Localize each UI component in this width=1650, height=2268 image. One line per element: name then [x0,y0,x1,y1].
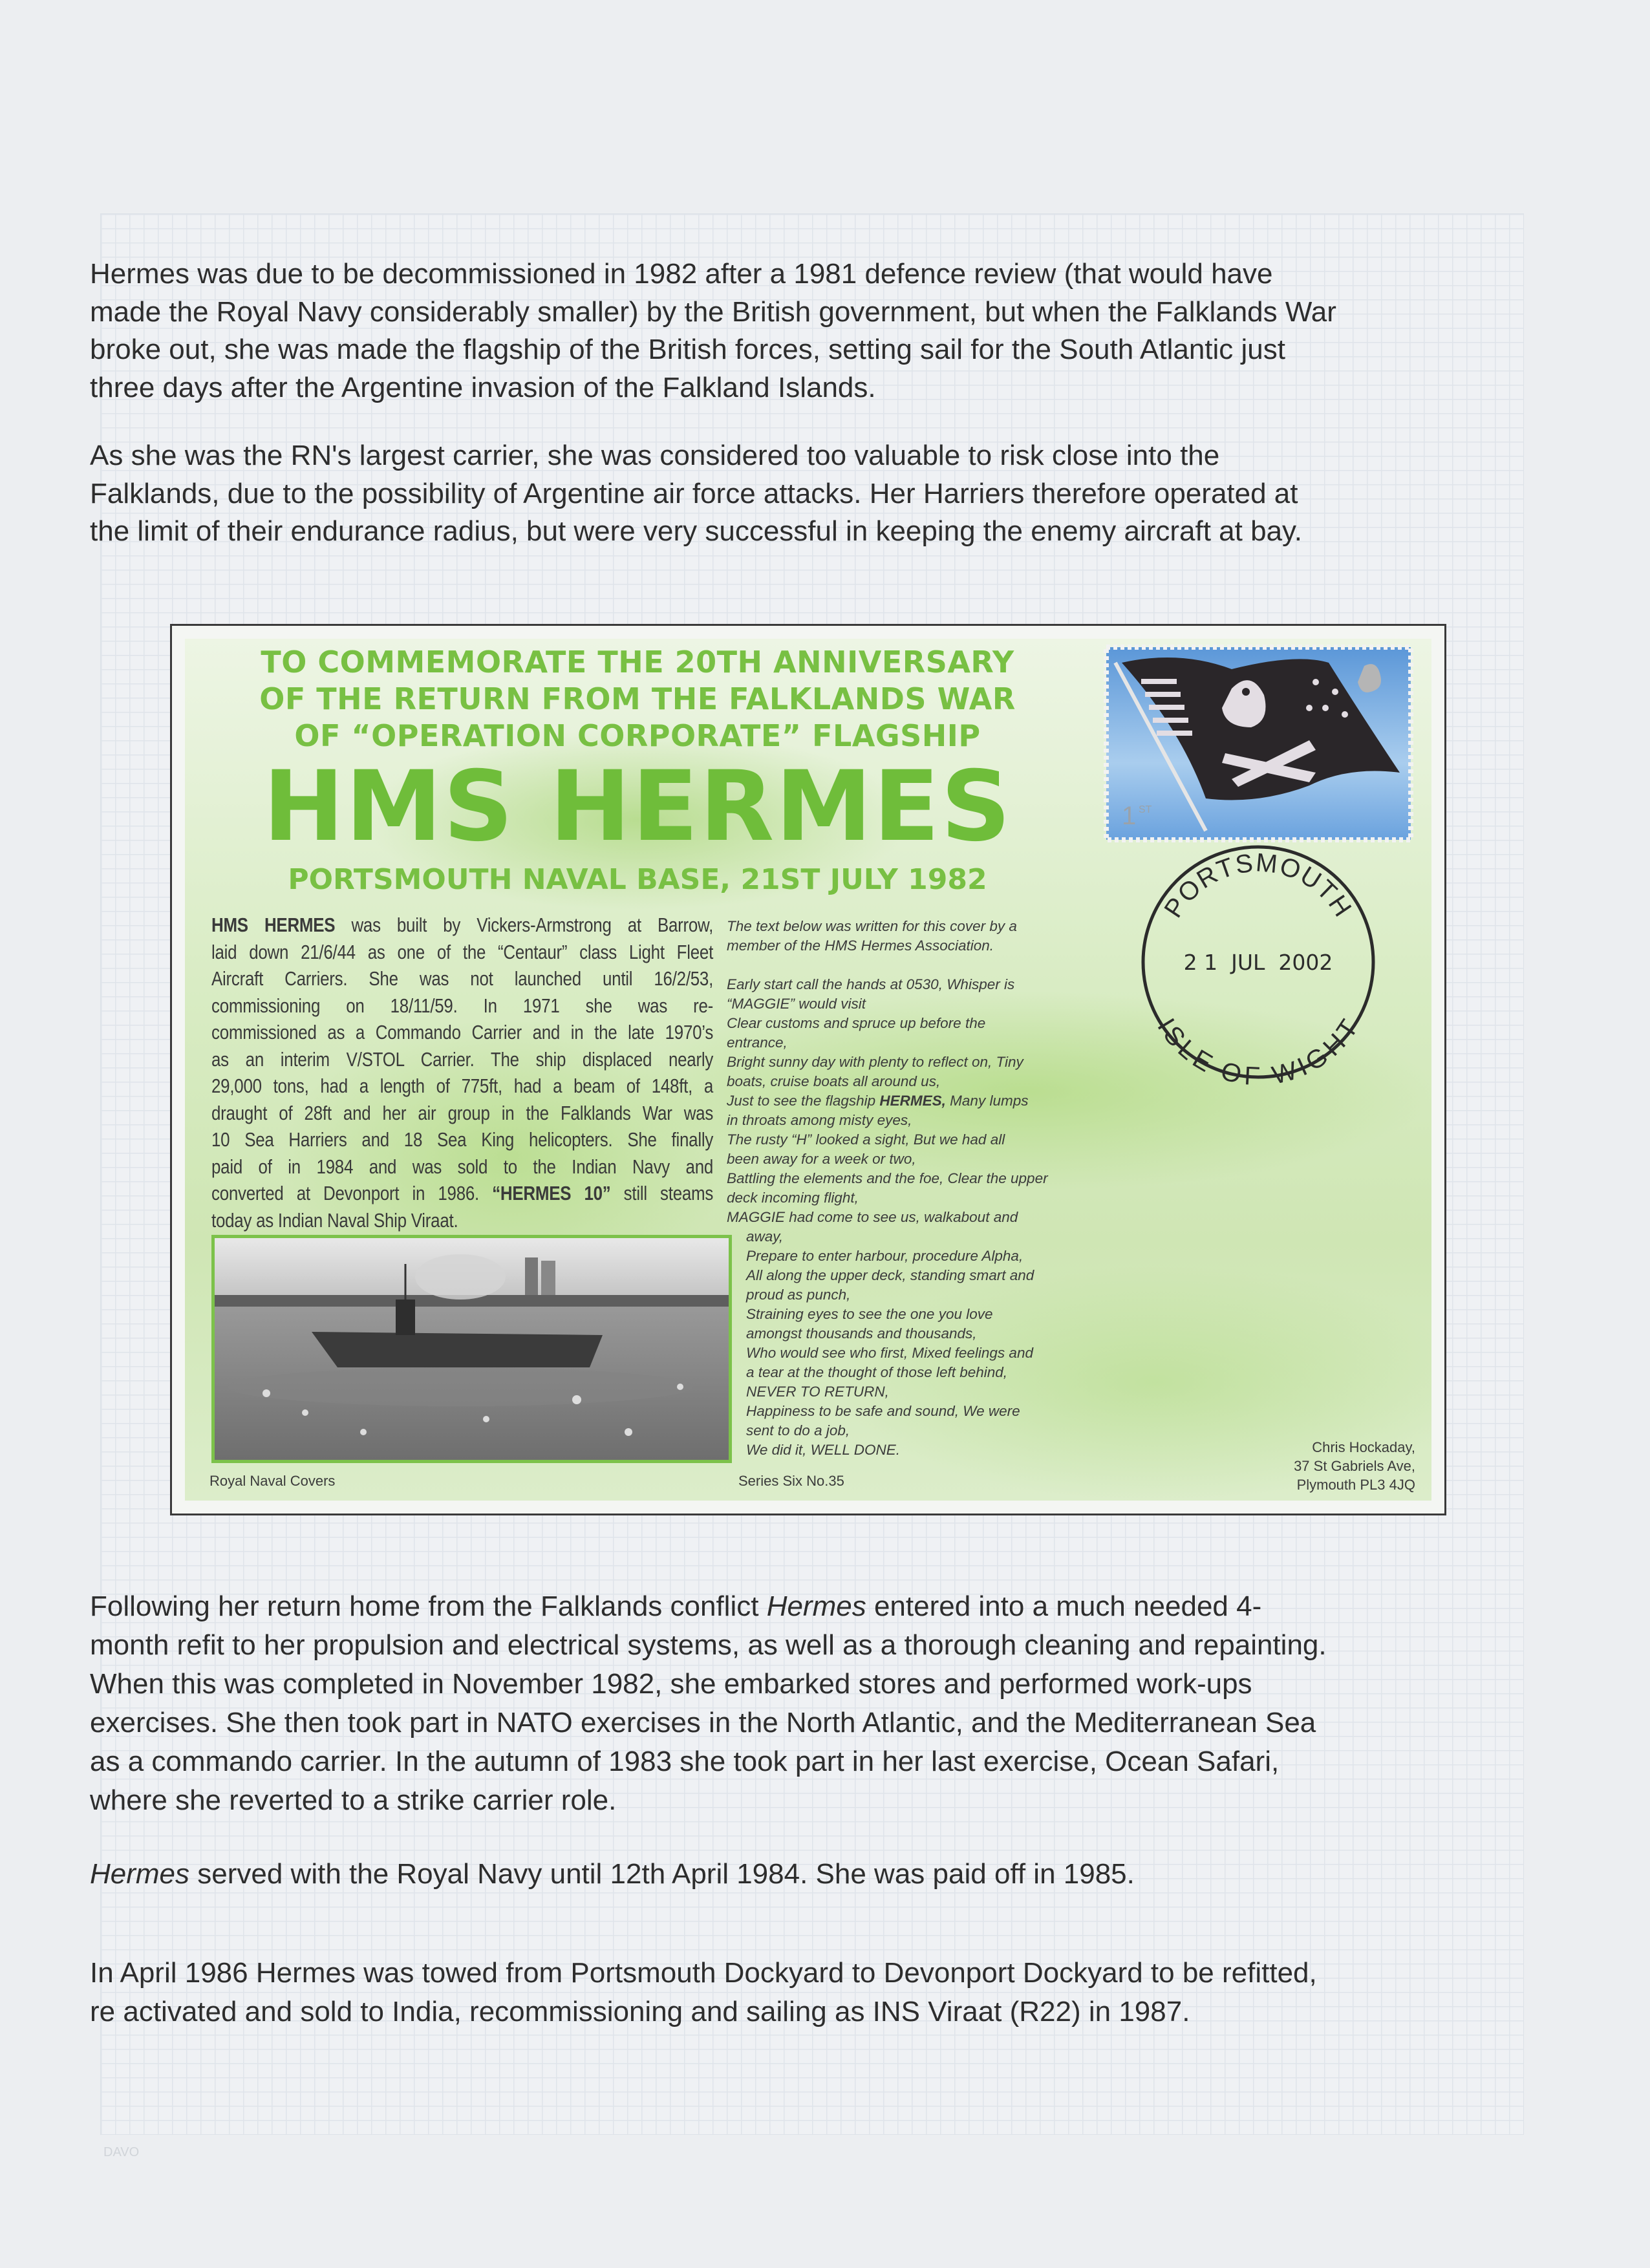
text-line: month refit to her propulsion and electrical systems, as well as a thorough cleaning and repainting. [90,1629,1327,1661]
text-line: Just to see the flagship HERMES, Many lumps [727,1093,1029,1109]
portsmouth-postmark [1129,833,1388,1091]
text-line: a tear at the thought of those left behind, [746,1364,1008,1380]
text-line: Falklands, due to the possibility of Argentine air force attacks. Her Harriers therefore operated at [90,477,1298,509]
postmark-region: ISLE OF WIGHT [1152,1013,1365,1091]
text-line: Happiness to be safe and sound, We were [746,1403,1020,1419]
text-line: the limit of their endurance radius, but were very successful in keeping the enemy aircraft at bay. [90,515,1303,547]
text-line: three days after the Argentine invasion of the Falkland Islands. [90,371,876,403]
text-line: All along the upper deck, standing smart and [746,1267,1034,1283]
text-line: Straining eyes to see the one you love [746,1306,993,1322]
svg-text:ISLE OF WIGHT [1152,1014,1364,1091]
text-line: away, [746,1228,784,1245]
postmark-cancel [1129,833,1388,1091]
sender-address [1294,1438,1415,1494]
poem [727,917,1058,1460]
text-line: commissioning on 18/11/59. In 1971 she was re- [211,994,714,1017]
watermark: DAVO [103,2145,140,2159]
text-line: exercises. She then took part in NATO exercises in the North Atlantic, and the Mediterranean Sea [90,1707,1316,1738]
stamp-value-suffix: ST [1139,804,1152,815]
text-line: deck incoming flight, [727,1190,859,1206]
text-line: We did it, WELL DONE. [746,1442,900,1458]
text-line: Hermes was due to be decommissioned in 1982 after a 1981 defence review (that would have [90,258,1273,290]
intro-paragraph-2 [90,437,1302,551]
text-line: broke out, she was made the flagship of the British forces, setting sail for the South Atlantic just [90,334,1285,365]
text-line: proud as punch, [746,1287,851,1303]
text-line: The rusty “H” looked a sight, But we had all [727,1131,1005,1148]
text-line: converted at Devonport in 1986. “HERMES 10” still steams [211,1182,714,1204]
text-line: paid of in 1984 and was sold to the Indian Navy and [211,1155,714,1178]
text-line: re activated and sold to India, recommissioning and sailing as INS Viraat (R22) in 1987. [90,1996,1190,2027]
text-line: OF THE RETURN FROM THE FALKLANDS WAR [259,681,1016,716]
text-line: Aircraft Carriers. She was not launched until 16/2/53, [211,968,714,990]
text-line: NEVER TO RETURN, [746,1384,889,1400]
text-line: Who would see who first, Mixed feelings and [746,1345,1033,1361]
text-line: Hermes served with the Royal Navy until 12th April 1984. She was paid off in 1985. [90,1858,1135,1890]
text-line: Early start call the hands at 0530, Whisper is [727,976,1015,992]
text-line: In April 1986 Hermes was towed from Portsmouth Dockyard to Devonport Dockyard to be refitted, [90,1957,1317,1989]
text-line: 10 Sea Harriers and 18 Sea King helicopters. She finally [211,1129,714,1151]
text-line: today as Indian Naval Ship Viraat. [211,1209,458,1232]
series-label: Series Six No.35 [738,1473,844,1489]
poem-verses-indented [727,1227,1058,1460]
text-line: Chris Hockaday, [1312,1439,1415,1455]
text-line: MAGGIE had come to see us, walkabout and [727,1209,1018,1225]
text-line: Prepare to enter harbour, procedure Alpha, [746,1248,1023,1264]
text-line: made the Royal Navy considerably smaller) by the British government, but when the Falklands War [90,295,1336,328]
cover-subheading: PORTSMOUTH NAVAL BASE, 21ST JULY 1982 [288,863,987,896]
text-line: been away for a week or two, [727,1151,916,1167]
text-line: Plymouth PL3 4JQ [1296,1477,1415,1493]
text-line: amongst thousands and thousands, [746,1325,977,1342]
text-line: commissioned as a Commando Carrier and in the late 1970’s [211,1022,714,1043]
text-line: in throats among misty eyes, [727,1112,912,1128]
cover-heading [185,644,1090,754]
text-line: OF “OPERATION CORPORATE” FLAGSHIP [294,718,981,753]
text-line: TO COMMEMORATE THE 20TH ANNIVERSARY [261,645,1014,679]
text-line: draught of 28ft and her air group in the Falklands War was [211,1102,714,1124]
text-line: When this was completed in November 1982, she embarked stores and performed work-ups [90,1668,1252,1700]
cover-artwork [185,639,1431,1501]
postmark-town: PORTSMOUTH [1159,848,1358,923]
after-paragraph-2 [90,1856,1135,1894]
text-line: entrance, [727,1034,788,1051]
text-line: laid down 21/6/44 as one of the “Centaur” class Light Fleet [211,941,714,963]
text-line: 29,000 tons, had a length of 775ft, had a beam of 148ft, a [211,1075,714,1097]
text-line: Clear customs and spruce up before the [727,1015,986,1031]
hermes-harbour-photo [211,1235,732,1463]
text-line: boats, cruise boats all around us, [727,1073,941,1089]
poem-verses [727,975,1058,1227]
text-line: sent to do a job, [746,1422,850,1439]
publisher-label: Royal Naval Covers [209,1473,336,1489]
after-paragraph-3 [90,1954,1317,2031]
postmark-date: 2 1 JUL 2002 [1183,950,1333,975]
commemorative-cover [170,624,1446,1515]
jolly-roger-flag-stamp-art [1102,643,1415,844]
text-line: as a commando carrier. In the autumn of 1983 she took part in her last exercise, Ocean Safari, [90,1746,1280,1777]
first-class-stamp [1102,643,1415,844]
stamp-value: 1 [1122,802,1137,830]
intro-paragraph-1 [90,255,1336,407]
ship-history-text [211,912,713,1234]
ship-photo-illustration [215,1238,729,1460]
after-paragraph-1 [90,1587,1327,1820]
text-line: Following her return home from the Falklands conflict Hermes entered into a much needed 4- [90,1590,1262,1622]
text-line: 37 St Gabriels Ave, [1294,1458,1415,1474]
text-line: As she was the RN's largest carrier, she was considered too valuable to risk close into the [90,440,1220,471]
text-line: The text below was written for this cover by a [727,918,1017,934]
text-line: where she reverted to a strike carrier role. [90,1784,617,1816]
text-line: as an interim V/STOL Carrier. The ship displaced nearly [211,1048,714,1071]
svg-text:PORTSMOUTH [1159,848,1357,923]
text-line: HMS HERMES was built by Vickers-Armstrong at Barrow, [211,914,714,936]
text-line: Bright sunny day with plenty to reflect on, Tiny [727,1054,1023,1070]
poem-intro [727,917,1058,956]
ship-name-title: HMS HERMES [262,751,1012,863]
text-line: member of the HMS Hermes Association. [727,937,994,954]
text-line: “MAGGIE” would visit [727,996,866,1012]
text-line: Battling the elements and the foe, Clear the upper [727,1170,1048,1186]
